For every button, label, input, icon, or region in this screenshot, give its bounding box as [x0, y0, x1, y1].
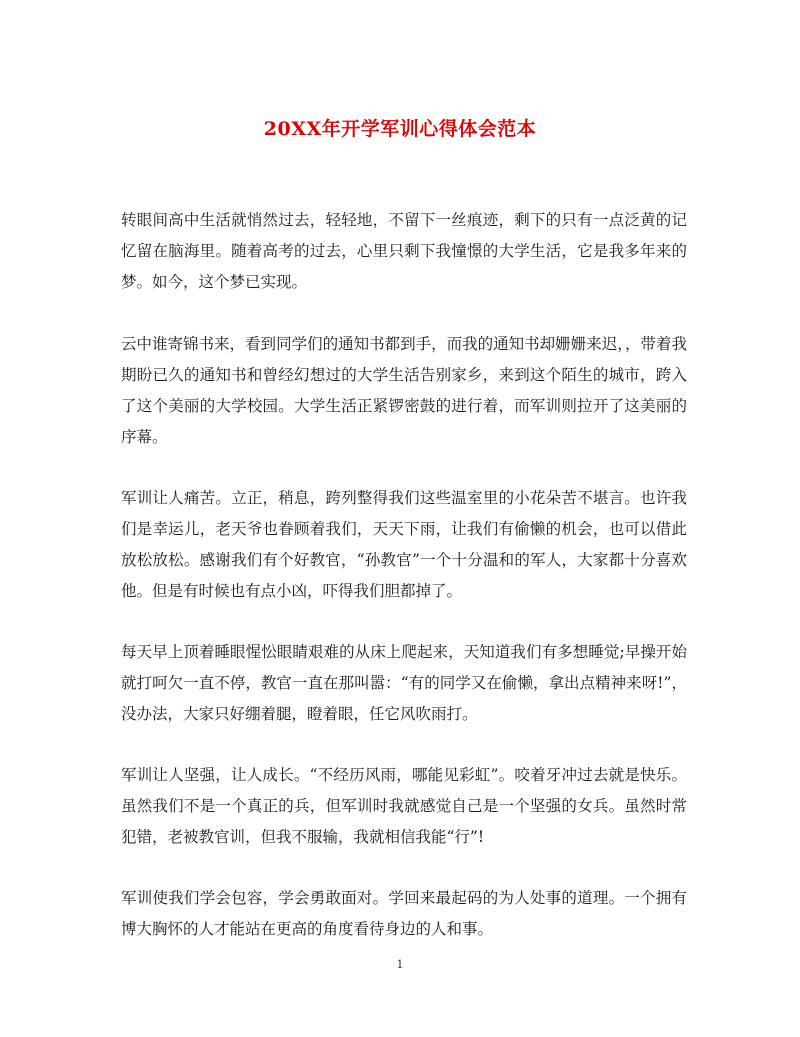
- paragraph-1: 转眼间高中生活就悄然过去，轻轻地，不留下一丝痕迹，剩下的只有一点泛黄的记忆留在脑海里。随着高考的过去，心里只剩下我憧憬的大学生活，它是我多年来的梦。如今，这个梦已实现。: [121, 211, 687, 291]
- paragraph-4: 每天早上顶着睡眼惺忪眼睛艰难的从床上爬起来，天知道我们有多想睡觉;早操开始就打呵欠一直不停，教官一直在那叫嚣：“有的同学又在偷懒，拿出点精神来呀!”，没办法，大家只好绷着腿，瞪着眼，任它风吹雨打。: [121, 643, 687, 723]
- paragraph-2: 云中谁寄锦书来，看到同学们的通知书都到手，而我的通知书却姗姗来迟，，带着我期盼已久的通知书和曾经幻想过的大学生活告别家乡，来到这个陌生的城市，跨入了这个美丽的大学校园。大学生活正紧锣密鼓的进行着，而军训则拉开了这美丽的序幕。: [121, 335, 687, 446]
- document-title: 20XX年开学军训心得体会范本: [263, 118, 537, 140]
- page-number: 1: [396, 958, 404, 971]
- paragraph-6: 军训使我们学会包容，学会勇敢面对。学回来最起码的为人处事的道理。一个拥有博大胸怀的人才能站在更高的角度看待身边的人和事。: [121, 889, 687, 938]
- paragraph-5: 军训让人坚强，让人成长。“不经历风雨，哪能见彩虹”。咬着牙冲过去就是快乐。虽然我们不是一个真正的兵，但军训时我就感觉自己是一个坚强的女兵。虽然时常犯错，老被教官训，但我不服输，我就相信我能“行”!: [121, 766, 687, 846]
- paragraph-3: 军训让人痛苦。立正，稍息，跨列整得我们这些温室里的小花朵苦不堪言。也许我们是幸运儿，老天爷也眷顾着我们，天天下雨，让我们有偷懒的机会，也可以借此放松放松。感谢我们有个好教官，“孙教官”一个十分温和的军人，大家都十分喜欢他。但是有时候也有点小凶，吓得我们胆都掉了。: [121, 489, 687, 600]
